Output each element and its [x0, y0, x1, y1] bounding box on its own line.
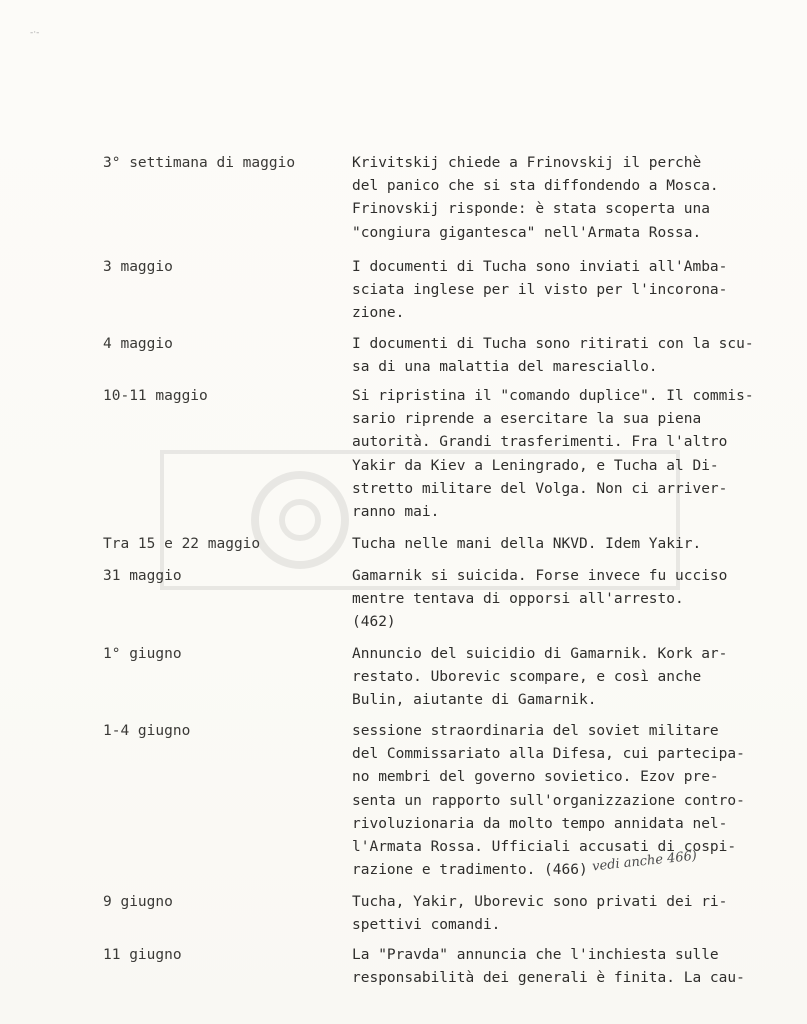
- text-line: sciata inglese per il visto per l'incorona-: [352, 282, 728, 299]
- entry-text: [352, 944, 792, 990]
- entry-date: 4 maggio: [103, 336, 173, 352]
- text-line: razione e tradimento. (466): [352, 862, 588, 879]
- entry-text: [352, 565, 792, 635]
- text-line: restato. Uborevic scompare, e così anche: [352, 669, 702, 686]
- text-line: l'Armata Rossa. Ufficiali accusati di cospi-: [352, 839, 737, 856]
- entry-text: [352, 152, 792, 245]
- text-line: autorità. Grandi trasferimenti. Fra l'altro: [352, 434, 728, 451]
- text-line: Gamarnik si suicida. Forse invece fu ucciso: [352, 568, 728, 584]
- text-line: sa di una malattia del maresciallo.: [352, 359, 658, 376]
- entry-text: [352, 720, 792, 882]
- entry-date: Tra 15 e 22 maggio: [103, 536, 261, 552]
- text-line: sario riprende a esercitare la sua piena: [352, 411, 702, 428]
- entry-date: 3° settimana di maggio: [103, 155, 296, 171]
- text-line: del Commissariato alla Difesa, cui partecipa-: [352, 746, 745, 763]
- entry-date: 1° giugno: [103, 646, 182, 662]
- entry-text: [352, 256, 792, 326]
- entry-date: 10-11 maggio: [103, 388, 208, 404]
- text-line: rivoluzionaria da molto tempo annidata nel-: [352, 815, 728, 832]
- text-line: Tucha nelle mani della NKVD. Idem Yakir.: [352, 536, 702, 552]
- entry-date: 31 maggio: [103, 568, 182, 584]
- entry-text: [352, 643, 792, 713]
- text-line: Tucha, Yakir, Uborevic sono privati dei ri-: [352, 894, 728, 910]
- text-line: responsabilità dei generali è finita. La cau-: [352, 970, 745, 987]
- text-line: Frinovskij risponde: è stata scoperta una: [352, 201, 710, 218]
- entry-text: [352, 333, 792, 379]
- text-line: Si ripristina il "comando duplice". Il commis-: [352, 388, 754, 404]
- text-line: spettivi comandi.: [352, 917, 501, 934]
- text-line: zione.: [352, 305, 405, 322]
- entry-date: 9 giugno: [103, 894, 173, 910]
- text-line: (462): [352, 614, 396, 631]
- text-line: Krivitskij chiede a Frinovskij il perchè: [352, 155, 702, 171]
- text-line: Bulin, aiutante di Gamarnik.: [352, 692, 597, 709]
- entry-date: 1-4 giugno: [103, 723, 191, 739]
- text-line: del panico che si sta diffondendo a Mosca.: [352, 178, 719, 195]
- entry-date: 11 giugno: [103, 947, 182, 963]
- text-line: I documenti di Tucha sono ritirati con la scu-: [352, 336, 754, 352]
- text-line: senta un rapporto sull'organizzazione contro-: [352, 792, 745, 809]
- entry-text: [352, 533, 792, 556]
- text-line: sessione straordinaria del soviet militare: [352, 723, 719, 739]
- text-line: Yakir da Kiev a Leningrado, e Tucha al Di-: [352, 457, 719, 474]
- text-line: ranno mai.: [352, 504, 440, 521]
- text-line: no membri del governo sovietico. Ezov pre-: [352, 769, 719, 786]
- text-line: mentre tentava di opporsi all'arresto.: [352, 591, 684, 608]
- entry-text: [352, 385, 792, 524]
- handwritten-annotation: vedi anche 466): [591, 848, 698, 875]
- corner-mark: -·-: [30, 28, 40, 38]
- text-line: I documenti di Tucha sono inviati all'Amba-: [352, 259, 728, 275]
- text-line: La "Pravda" annuncia che l'inchiesta sulle: [352, 947, 719, 963]
- text-line: stretto militare del Volga. Non ci arriver-: [352, 480, 728, 497]
- entry-date: 3 maggio: [103, 259, 173, 275]
- text-line: Annuncio del suicidio di Gamarnik. Kork ar-: [352, 646, 728, 662]
- text-line: "congiura gigantesca" nell'Armata Rossa.: [352, 224, 702, 241]
- entry-text: [352, 891, 792, 937]
